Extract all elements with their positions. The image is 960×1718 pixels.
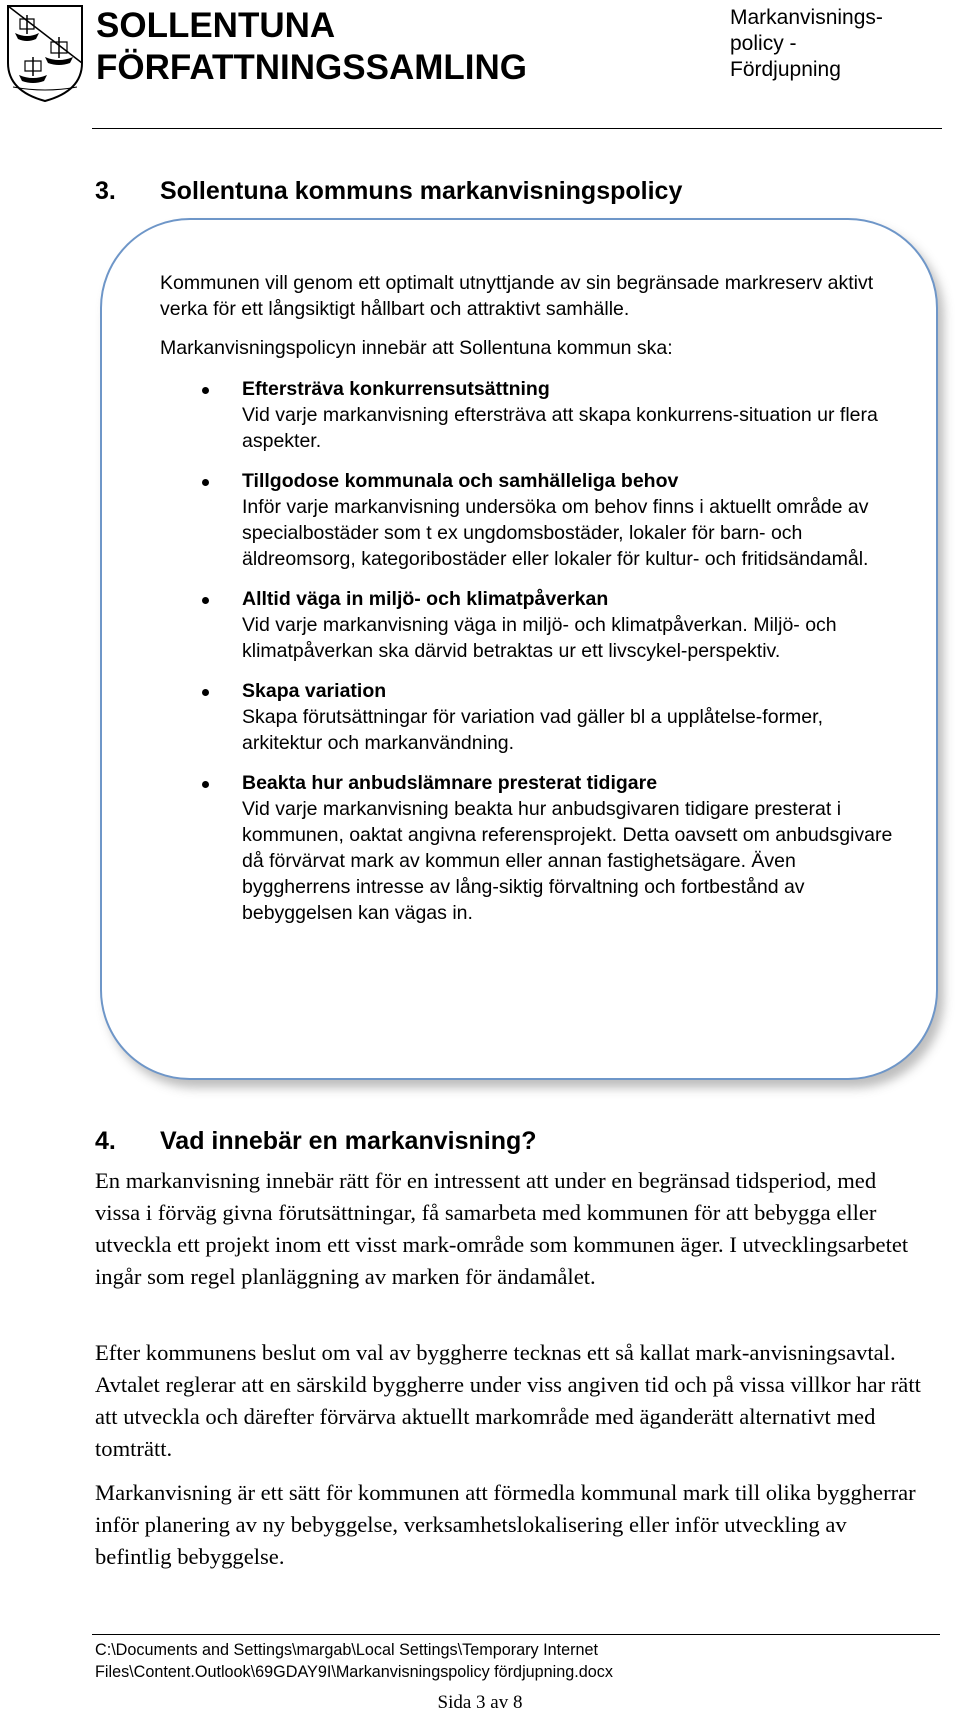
document-label-line: Fördjupning bbox=[730, 58, 841, 81]
policy-lead: Markanvisningspolicyn innebär att Sollentuna kommun ska: bbox=[160, 337, 673, 359]
policy-item-text: Skapa förutsättningar för variation vad gäller bl a upplåtelse-former, arkitektur och markanvändning. bbox=[242, 706, 823, 754]
section-number: 3. bbox=[95, 177, 116, 205]
policy-item bbox=[160, 678, 900, 756]
policy-content bbox=[160, 270, 900, 940]
section-title: Sollentuna kommuns markanvisningspolicy bbox=[160, 177, 683, 205]
bullet-icon bbox=[202, 597, 209, 604]
policy-item-title: Beakta hur anbudslämnare presterat tidigare bbox=[242, 772, 658, 794]
org-title-line: FÖRFATTNINGSSAMLING bbox=[96, 48, 527, 87]
bullet-icon bbox=[202, 479, 209, 486]
section-number: 4. bbox=[95, 1127, 116, 1155]
policy-item bbox=[160, 376, 900, 454]
section-3-heading bbox=[95, 176, 682, 206]
document-label bbox=[730, 5, 910, 83]
footer-path-line: Files\Content.Outlook\69GDAY9I\Markanvisningspolicy fördjupning.docx bbox=[95, 1663, 613, 1681]
policy-item-text: Vid varje markanvisning väga in miljö- och klimatpåverkan. Miljö- och klimatpåverkan ska därvid betraktas ur ett livscykel-perspektiv. bbox=[242, 614, 837, 662]
policy-item bbox=[160, 468, 900, 572]
policy-item-title: Alltid väga in miljö- och klimatpåverkan bbox=[242, 588, 609, 610]
body-paragraph: En markanvisning innebär rätt för en intressent att under en begränsad tidsperiod, med vissa i förväg givna förutsättningar, få samarbeta med kommunen för att bebygga eller utveckla ett projekt inom ett visst mark-område som kommunen äger. I utvecklingsarbetet ingår som regel planläggning av marken för ändamålet. bbox=[95, 1168, 909, 1289]
document-label-line: Markanvisnings- bbox=[730, 6, 883, 29]
policy-item-text: Vid varje markanvisning eftersträva att skapa konkurrens-situation ur flera aspekter. bbox=[242, 404, 878, 452]
footer-divider bbox=[92, 1634, 940, 1635]
body-paragraph: Efter kommunens beslut om val av byggherre tecknas ett så kallat mark-anvisningsavtal. Avtalet reglerar att en särskild byggherre under viss angiven tid och på vissa villkor har rätt att utveckla och därefter förvärva aktuellt markområde med äganderätt alternativt med tomträtt. bbox=[95, 1340, 921, 1461]
policy-item-title: Skapa variation bbox=[242, 680, 387, 702]
section-title: Vad innebär en markanvisning? bbox=[160, 1127, 537, 1155]
body-paragraph: Markanvisning är ett sätt för kommunen att förmedla kommunal mark till olika byggherrar inför planering av ny bebyggelse, verksamhetslokalisering eller inför utveckling av befintlig bebyggelse. bbox=[95, 1480, 916, 1569]
policy-list bbox=[160, 376, 900, 926]
policy-item-text: Vid varje markanvisning beakta hur anbudsgivaren tidigare presterat i kommunen, oaktat angivna referensprojekt. Detta oavsett om anbudsgivare då förvärvat mark av kommun eller annan fastighetsägare. Även byggherrens intresse av lång-siktig förvaltning och fortbestånd av bebyggelsen kan vägas in. bbox=[242, 798, 893, 924]
policy-intro: Kommunen vill genom ett optimalt utnyttjande av sin begränsade markreserv aktivt verka för ett långsiktigt hållbart och attraktivt samhälle. bbox=[160, 272, 874, 320]
policy-item-title: Tillgodose kommunala och samhälleliga behov bbox=[242, 470, 679, 492]
policy-item-text: Inför varje markanvisning undersöka om behov finns i aktuellt område av specialbostäder som t ex ungdomsbostäder, lokaler för barn- och äldreomsorg, kategoribostäder eller lokaler för kultur- och fritidsändamål. bbox=[242, 496, 869, 570]
policy-item-title: Eftersträva konkurrensutsättning bbox=[242, 378, 550, 400]
section-4-heading bbox=[95, 1126, 537, 1156]
footer-file-path bbox=[95, 1639, 935, 1683]
bullet-icon bbox=[202, 387, 209, 394]
policy-item bbox=[160, 770, 900, 926]
org-title-line: SOLLENTUNA bbox=[96, 6, 336, 45]
document-label-line: policy - bbox=[730, 32, 797, 55]
header-divider bbox=[92, 128, 942, 129]
bullet-icon bbox=[202, 689, 209, 696]
footer-path-line: C:\Documents and Settings\margab\Local Settings\Temporary Internet bbox=[95, 1641, 598, 1659]
org-title bbox=[96, 5, 527, 89]
coat-of-arms-ships-icon bbox=[5, 3, 85, 103]
policy-item bbox=[160, 586, 900, 664]
page-number: Sida 3 av 8 bbox=[437, 1692, 523, 1713]
bullet-icon bbox=[202, 781, 209, 788]
